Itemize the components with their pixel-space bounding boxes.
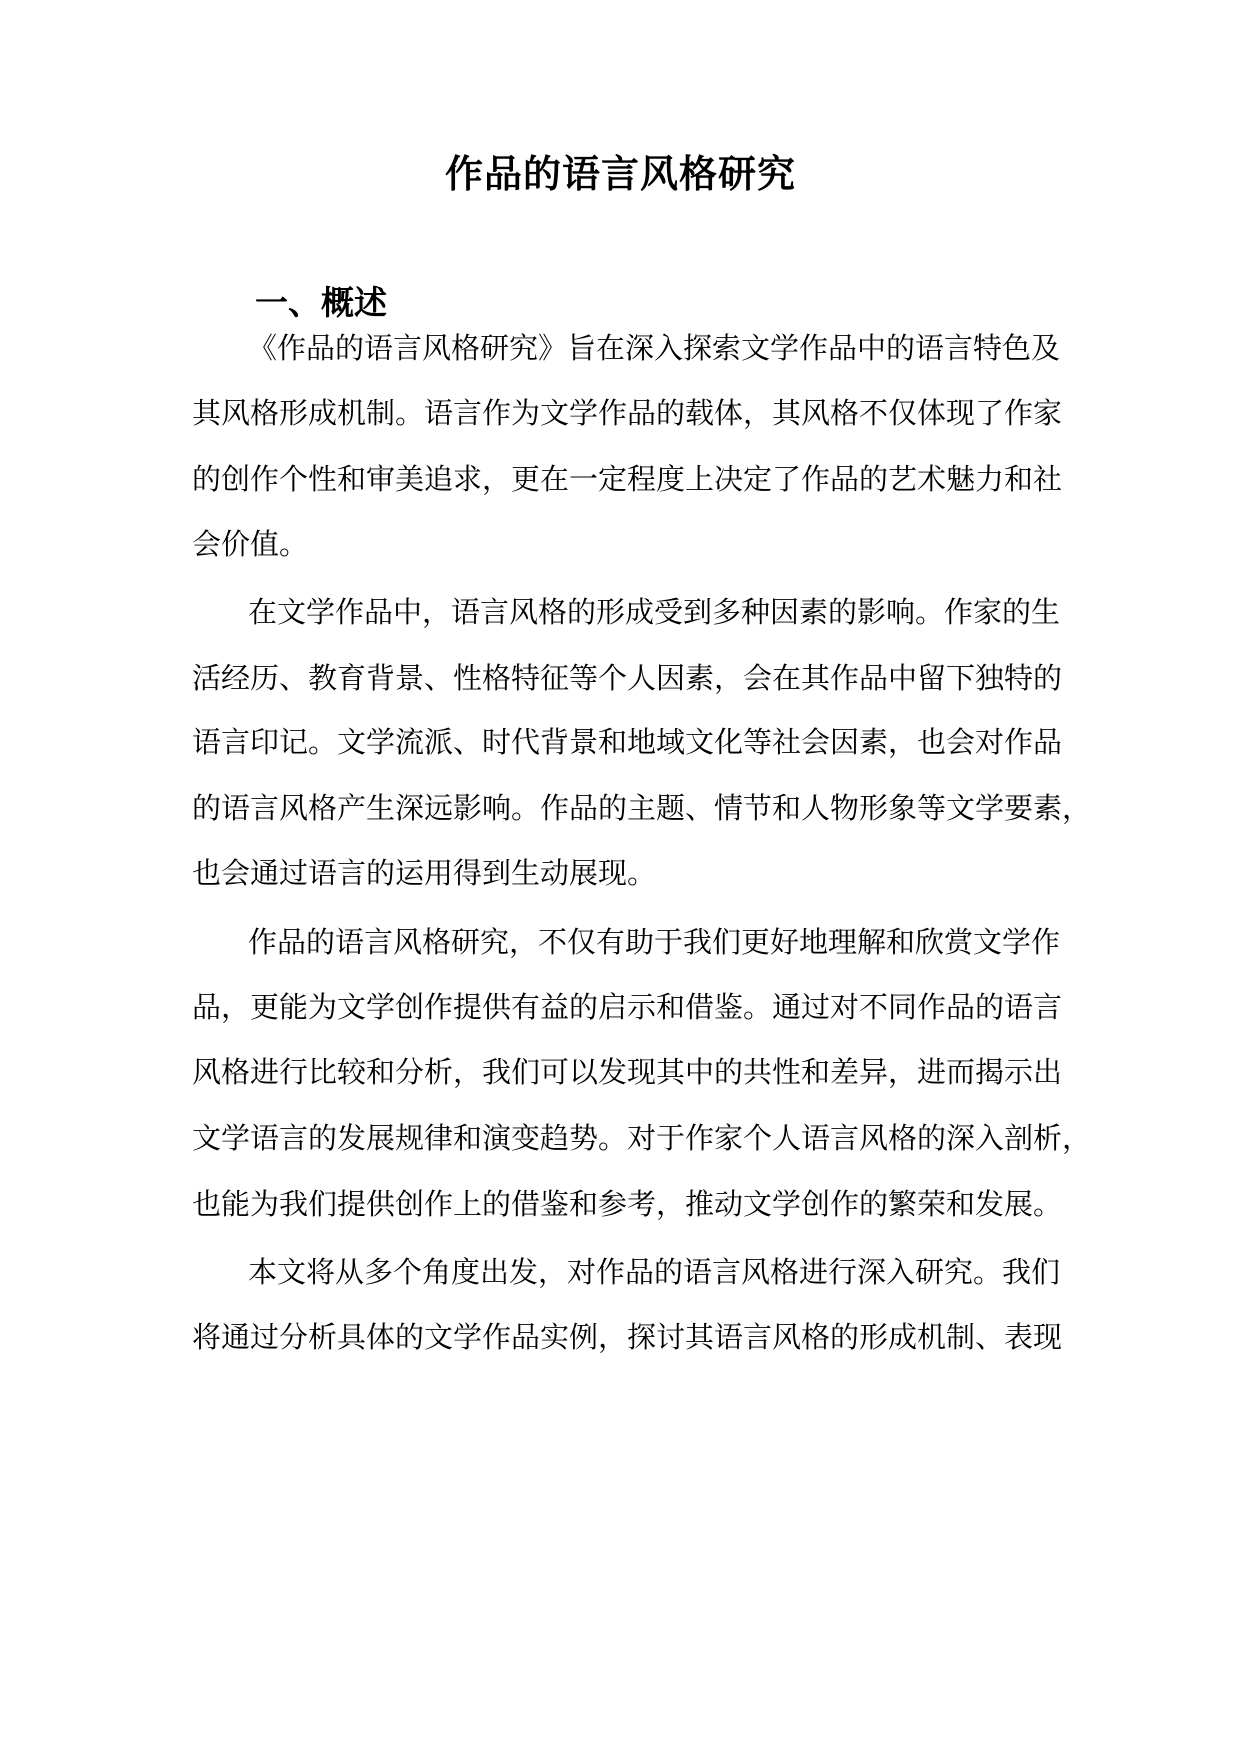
paragraph-line: 也能为我们提供创作上的借鉴和参考，推动文学创作的繁荣和发展。 xyxy=(192,1187,1063,1221)
paragraph-line: 本文将从多个角度出发，对作品的语言风格进行深入研究。我们 xyxy=(248,1255,1061,1289)
paragraph-line: 风格进行比较和分析，我们可以发现其中的共性和差异，进而揭示出 xyxy=(192,1055,1063,1089)
paragraph-line: 语言印记。文学流派、时代背景和地域文化等社会因素，也会对作品 xyxy=(192,725,1063,759)
paragraph-line: 的语言风格产生深远影响。作品的主题、情节和人物形象等文学要素， xyxy=(192,791,1092,825)
paragraph-line: 将通过分析具体的文学作品实例，探讨其语言风格的形成机制、表现 xyxy=(192,1320,1063,1354)
section-heading: 一、概述 xyxy=(255,283,387,322)
paragraph-line: 其风格形成机制。语言作为文学作品的载体，其风格不仅体现了作家 xyxy=(192,396,1063,430)
paragraph-line: 活经历、教育背景、性格特征等个人因素，会在其作品中留下独特的 xyxy=(192,661,1063,695)
paragraph-line: 在文学作品中，语言风格的形成受到多种因素的影响。作家的生 xyxy=(248,595,1061,629)
paragraph-line: 品，更能为文学创作提供有益的启示和借鉴。通过对不同作品的语言 xyxy=(192,990,1063,1024)
paragraph-line: 作品的语言风格研究，不仅有助于我们更好地理解和欣赏文学作 xyxy=(248,925,1061,959)
paragraph-line: 会价值。 xyxy=(192,527,309,561)
paragraph-line: 也会通过语言的运用得到生动展现。 xyxy=(192,856,657,890)
paragraph-line: 文学语言的发展规律和演变趋势。对于作家个人语言风格的深入剖析， xyxy=(192,1121,1092,1155)
paragraph-line: 的创作个性和审美追求，更在一定程度上决定了作品的艺术魅力和社 xyxy=(192,462,1063,496)
document-title: 作品的语言风格研究 xyxy=(444,151,796,196)
paragraph-line: 《作品的语言风格研究》旨在深入探索文学作品中的语言特色及 xyxy=(248,331,1061,365)
